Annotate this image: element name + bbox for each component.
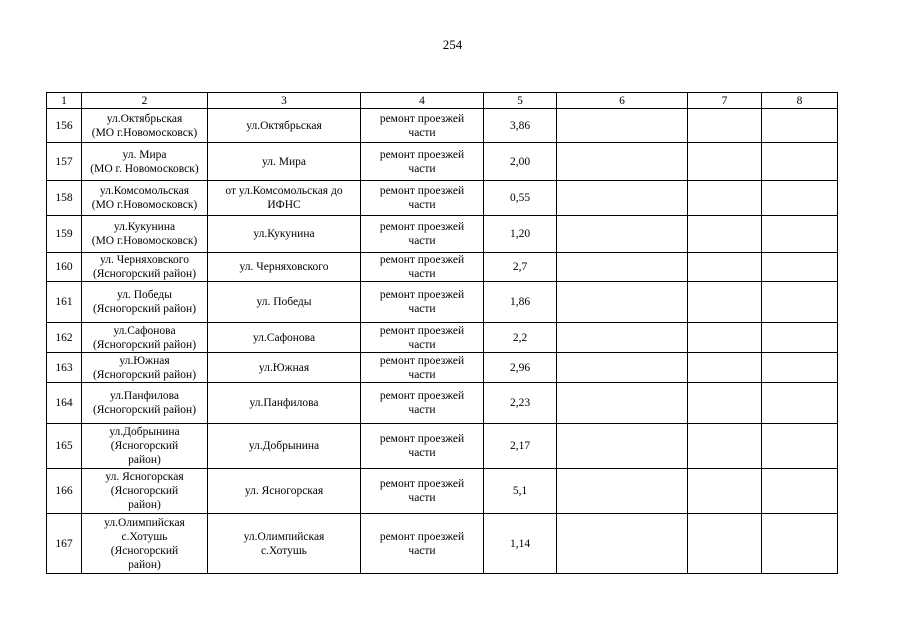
- empty-cell-6: [557, 424, 688, 469]
- empty-cell-8: [762, 282, 838, 323]
- empty-cell-8: [762, 323, 838, 353]
- empty-cell-6: [557, 253, 688, 282]
- table-row: [47, 109, 838, 143]
- empty-cell-8: [762, 143, 838, 181]
- empty-cell-7: [688, 353, 762, 383]
- street-cell: ул.Октябрьская (МО г.Новомосковск): [82, 109, 208, 143]
- empty-cell-8: [762, 383, 838, 424]
- work-type-cell: ремонт проезжей части: [361, 181, 484, 216]
- empty-cell-7: [688, 514, 762, 574]
- empty-cell-6: [557, 282, 688, 323]
- length-cell: 2,17: [484, 424, 557, 469]
- empty-cell-8: [762, 109, 838, 143]
- table-row: [47, 514, 838, 574]
- street-cell: ул.Олимпийская с.Хотушь (Ясногорский район): [82, 514, 208, 574]
- street-cell: ул. Мира (МО г. Новомосковск): [82, 143, 208, 181]
- row-number-cell: 157: [47, 143, 82, 181]
- empty-cell-6: [557, 514, 688, 574]
- empty-cell-6: [557, 469, 688, 514]
- empty-cell-7: [688, 216, 762, 253]
- table-row: [47, 181, 838, 216]
- length-cell: 2,2: [484, 323, 557, 353]
- length-cell: 2,7: [484, 253, 557, 282]
- empty-cell-7: [688, 469, 762, 514]
- section-cell: от ул.Комсомольская до ИФНС: [208, 181, 361, 216]
- length-cell: 5,1: [484, 469, 557, 514]
- work-type-cell: ремонт проезжей части: [361, 424, 484, 469]
- section-cell: ул.Добрынина: [208, 424, 361, 469]
- work-type-cell: ремонт проезжей части: [361, 253, 484, 282]
- length-cell: 1,20: [484, 216, 557, 253]
- header-cell: 2: [82, 93, 208, 109]
- table-row: [47, 323, 838, 353]
- table-header-row: [47, 93, 838, 109]
- row-number-cell: 159: [47, 216, 82, 253]
- table-row: [47, 383, 838, 424]
- header-cell: 5: [484, 93, 557, 109]
- street-cell: ул. Ясногорская (Ясногорский район): [82, 469, 208, 514]
- street-cell: ул.Сафонова (Ясногорский район): [82, 323, 208, 353]
- length-cell: 2,00: [484, 143, 557, 181]
- section-cell: ул.Кукунина: [208, 216, 361, 253]
- table-row: [47, 143, 838, 181]
- section-cell: ул. Победы: [208, 282, 361, 323]
- table-row: [47, 469, 838, 514]
- row-number-cell: 166: [47, 469, 82, 514]
- road-repair-table: [46, 92, 838, 574]
- row-number-cell: 161: [47, 282, 82, 323]
- header-cell: 1: [47, 93, 82, 109]
- street-cell: ул. Победы (Ясногорский район): [82, 282, 208, 323]
- page-number: 254: [442, 37, 463, 52]
- empty-cell-8: [762, 514, 838, 574]
- empty-cell-8: [762, 469, 838, 514]
- length-cell: 3,86: [484, 109, 557, 143]
- empty-cell-7: [688, 383, 762, 424]
- work-type-cell: ремонт проезжей части: [361, 216, 484, 253]
- row-number-cell: 167: [47, 514, 82, 574]
- work-type-cell: ремонт проезжей части: [361, 514, 484, 574]
- header-cell: 7: [688, 93, 762, 109]
- empty-cell-6: [557, 216, 688, 253]
- street-cell: ул.Добрынина (Ясногорский район): [82, 424, 208, 469]
- work-type-cell: ремонт проезжей части: [361, 353, 484, 383]
- street-cell: ул.Кукунина (МО г.Новомосковск): [82, 216, 208, 253]
- section-cell: ул.Южная: [208, 353, 361, 383]
- empty-cell-7: [688, 109, 762, 143]
- row-number-cell: 160: [47, 253, 82, 282]
- length-cell: 1,14: [484, 514, 557, 574]
- empty-cell-7: [688, 282, 762, 323]
- work-type-cell: ремонт проезжей части: [361, 323, 484, 353]
- header-cell: 8: [762, 93, 838, 109]
- section-cell: ул. Ясногорская: [208, 469, 361, 514]
- row-number-cell: 165: [47, 424, 82, 469]
- length-cell: 0,55: [484, 181, 557, 216]
- section-cell: ул.Олимпийская с.Хотушь: [208, 514, 361, 574]
- length-cell: 2,96: [484, 353, 557, 383]
- empty-cell-6: [557, 109, 688, 143]
- table-row: [47, 424, 838, 469]
- empty-cell-8: [762, 353, 838, 383]
- empty-cell-8: [762, 253, 838, 282]
- header-cell: 4: [361, 93, 484, 109]
- table-row: [47, 282, 838, 323]
- empty-cell-7: [688, 143, 762, 181]
- row-number-cell: 162: [47, 323, 82, 353]
- empty-cell-8: [762, 181, 838, 216]
- empty-cell-8: [762, 424, 838, 469]
- work-type-cell: ремонт проезжей части: [361, 383, 484, 424]
- empty-cell-6: [557, 323, 688, 353]
- length-cell: 2,23: [484, 383, 557, 424]
- row-number-cell: 164: [47, 383, 82, 424]
- table-row: [47, 253, 838, 282]
- work-type-cell: ремонт проезжей части: [361, 282, 484, 323]
- section-cell: ул. Черняховского: [208, 253, 361, 282]
- empty-cell-7: [688, 181, 762, 216]
- work-type-cell: ремонт проезжей части: [361, 469, 484, 514]
- street-cell: ул.Комсомольская (МО г.Новомосковск): [82, 181, 208, 216]
- empty-cell-7: [688, 323, 762, 353]
- row-number-cell: 163: [47, 353, 82, 383]
- street-cell: ул. Черняховского (Ясногорский район): [82, 253, 208, 282]
- empty-cell-6: [557, 353, 688, 383]
- section-cell: ул.Сафонова: [208, 323, 361, 353]
- header-cell: 6: [557, 93, 688, 109]
- length-cell: 1,86: [484, 282, 557, 323]
- work-type-cell: ремонт проезжей части: [361, 109, 484, 143]
- empty-cell-6: [557, 383, 688, 424]
- empty-cell-6: [557, 143, 688, 181]
- section-cell: ул. Мира: [208, 143, 361, 181]
- header-cell: 3: [208, 93, 361, 109]
- empty-cell-6: [557, 181, 688, 216]
- row-number-cell: 156: [47, 109, 82, 143]
- street-cell: ул.Южная (Ясногорский район): [82, 353, 208, 383]
- table-row: [47, 216, 838, 253]
- row-number-cell: 158: [47, 181, 82, 216]
- empty-cell-7: [688, 424, 762, 469]
- empty-cell-8: [762, 216, 838, 253]
- empty-cell-7: [688, 253, 762, 282]
- section-cell: ул.Панфилова: [208, 383, 361, 424]
- street-cell: ул.Панфилова (Ясногорский район): [82, 383, 208, 424]
- work-type-cell: ремонт проезжей части: [361, 143, 484, 181]
- section-cell: ул.Октябрьская: [208, 109, 361, 143]
- table-row: [47, 353, 838, 383]
